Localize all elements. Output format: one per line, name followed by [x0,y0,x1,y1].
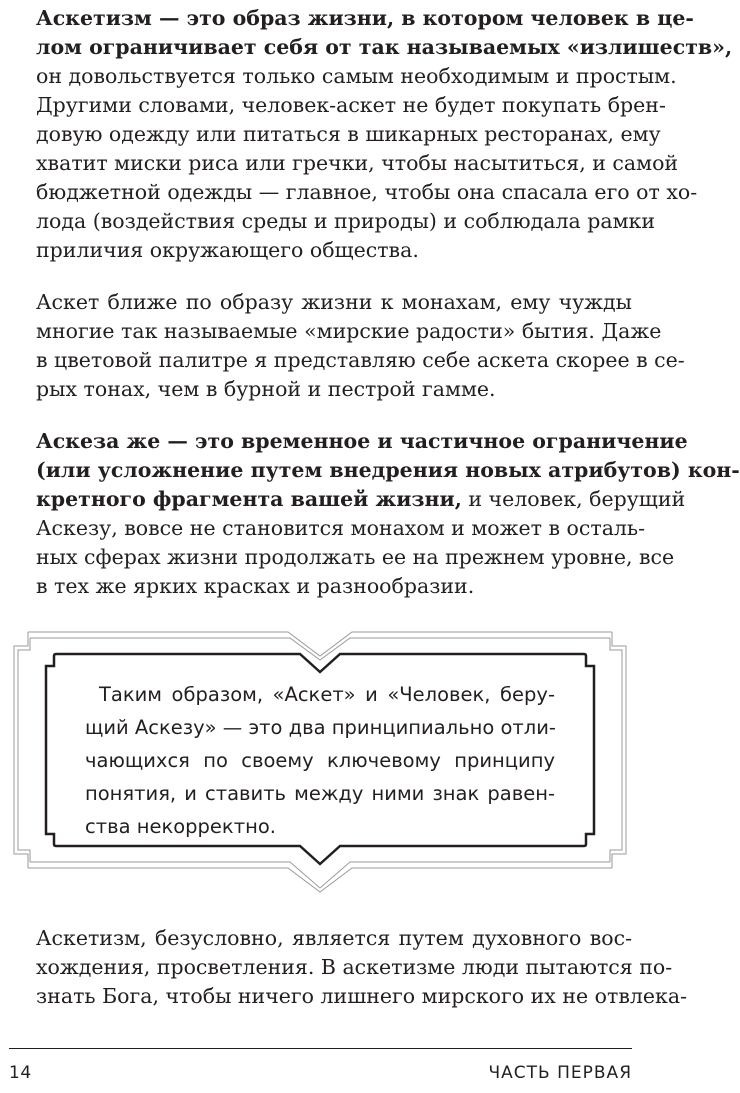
regular-text: ных сферах жизни продолжать ее на прежнем уровне, все [36,545,675,569]
text-line: знать Бога, чтобы ничего лишнего мирского их не отвлека- [36,984,688,1008]
text-line [36,91,666,120]
regular-text: он довольствуется только самым необходимым и простым. [36,64,677,88]
text-line: Аскетизм, безусловно, является путем духовного вос- [36,926,632,950]
frame-bottom-rule-inner [30,862,610,888]
regular-text: бюджетной одежды — главное, чтобы она спасала его от хо- [36,180,698,204]
frame-right-outer [612,632,626,868]
paragraph-asceticism-definition [36,4,733,265]
text-line: многие так называемые «мирские радости» бытия. Даже [36,319,662,343]
regular-text: лода (воздействия среды и природы) и соблюдала рамки [36,209,656,233]
text-line: Аскет ближе по образу жизни к монахам, ему чужды [36,290,632,314]
callout-text [85,678,555,843]
callout-line: Таким образом, «Аскет» и «Человек, беру- [99,683,555,706]
frame-top-rule-outer [28,632,612,656]
text-line [36,149,679,178]
regular-text: и человек, берущий [461,487,686,511]
text-line [36,4,694,33]
text-line [36,207,656,236]
text-line: рых тонах, чем в бурной и пестрой гамме. [36,377,496,401]
frame-top-rule-inner [30,638,610,660]
text-line: в цветовой палитре я представляю себе аскета скорее в се- [36,348,685,372]
paragraph-askeza-definition [36,427,740,601]
bold-text: Аскеза же — это временное и частичное ограничение [36,429,688,453]
callout-line: понятия, и ставить между ними знак равен- [85,782,555,805]
text-line [36,62,677,91]
frame-left-outer [14,632,28,868]
bold-text: Аскетизм — это образ жизни, в котором человек в це- [36,6,694,30]
regular-text: приличия окружающего общества. [36,238,419,262]
text-line [36,120,661,149]
regular-text: в тех же ярких красках и разнообразии. [36,574,475,598]
footer-divider [9,1048,632,1049]
text-line [36,456,740,485]
text-line [36,543,675,572]
bold-text: лом ограничивает себя от так называемых «излишеств», [36,35,733,59]
text-line [36,485,686,514]
regular-text: Другими словами, человек-аскет не будет покупать брен- [36,93,666,117]
callout-line: чающихся по своему ключевому принципу [85,749,555,772]
frame-right-inner [610,638,622,862]
text-line [36,236,632,265]
text-line [36,427,688,456]
callout-line: ства некорректно. [85,815,276,838]
frame-left-inner [18,638,30,862]
text-line [36,178,698,207]
bold-text: кретного фрагмента вашей жизни, [36,487,462,511]
running-head: ЧАСТЬ ПЕРВАЯ [488,1063,632,1083]
callout-line: щий Аскезу» — это два принципиально отли- [85,716,556,739]
paragraph-ascetic-monks [36,288,685,404]
text-line [36,514,646,543]
regular-text: довую одежду или питаться в шикарных ресторанах, ему [36,122,661,146]
paragraph-asceticism-spiritual [36,924,688,1011]
page-number: 14 [9,1063,32,1083]
text-line [36,572,632,601]
text-line [36,33,733,62]
regular-text: Аскезу, вовсе не становится монахом и может в осталь- [36,516,646,540]
bold-text: (или усложнение путем внедрения новых атрибутов) кон- [36,458,740,482]
text-line: хождения, просветления. В аскетизме люди пытаются по- [36,955,673,979]
regular-text: хватит миски риса или гречки, чтобы насытиться, и самой [36,151,679,175]
